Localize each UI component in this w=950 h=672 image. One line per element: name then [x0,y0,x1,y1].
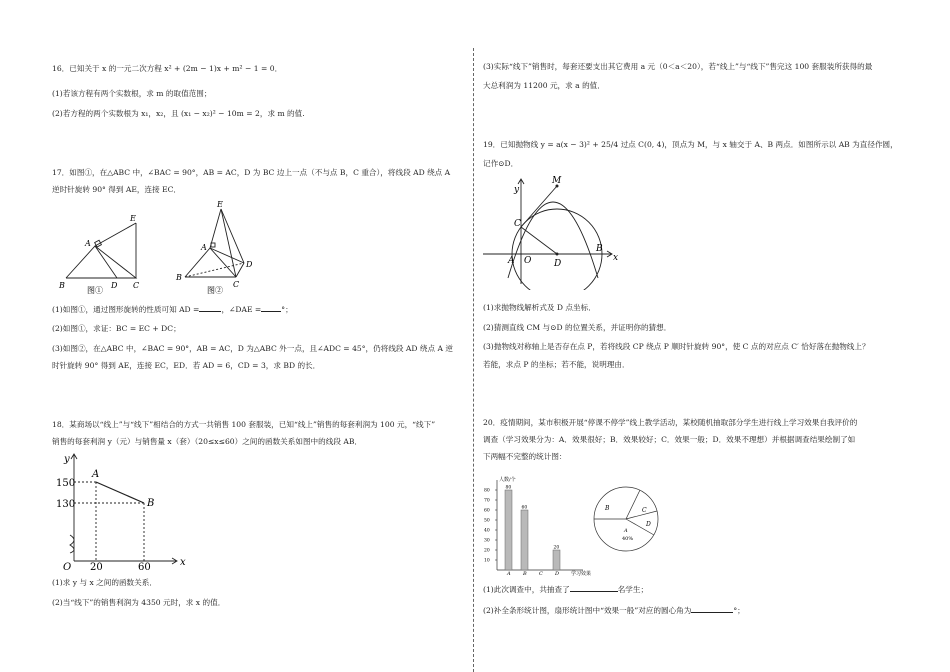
q16-stem: 16．已知关于 x 的一元二次方程 x² + (2m − 1)x + m² − 1 = 0． [52,64,283,73]
pie-label-d: D [646,521,651,528]
fig-label-b: B [596,244,603,254]
q20-part1-text-a: (1)此次调查中，共抽查了 [483,585,570,594]
q19-stem-line1: 19．已知抛物线 y = a(x − 3)² + 25/4 过点 C(0, 4)，顶点为 M，与 x 轴交于 A、B 两点．如图所示以 AB 为直径作圆， [483,140,898,149]
q18-part2: (2)当“线下”的销售利润为 4350 元时，求 x 的值． [52,598,226,607]
bar-category-label-C: C [539,571,543,576]
q17-part1-text-a: (1)如图①，通过图形旋转的性质可知 AD = [52,305,200,314]
pie-divider-bc [626,490,640,519]
q20-pie-chart [591,484,661,554]
fig1-label-d: D [111,281,118,290]
fig1-label-e: E [130,214,136,223]
bar-value-label-B: 60 [521,505,528,511]
q18-stem-line1: 18．某商场以“线上”与“线下”相结合的方式一共销售 100 套服装，已知“线上”销售的每套利润为 100 元，“线下” [52,420,436,429]
q17-stem-line1: 17．如图①，在△ABC 中，∠BAC = 90°，AB = AC，D 为 BC 边上一点（不与点 B，C 重合），将线段 AD 绕点 A [52,168,451,177]
bar-A [505,490,512,570]
segment-ab [96,482,144,503]
q19-part2: (2)猜测直线 CM 与⊙D 的位置关系，并证明你的猜想． [483,323,672,332]
fig-label-o: O [524,256,532,266]
fig1-triangle-abc [66,246,136,278]
q17-part3-line2: 时针旋转 90° 得到 AE，连接 EC，ED．若 AD = 6，CD = 3，求 BD 的长． [52,361,321,370]
graph-x-label: x [180,557,186,568]
bar-category-label-A: A [507,571,511,576]
q20-part2-text-b: °； [733,606,745,615]
pie-label-a-percent: 40% [622,536,634,542]
fig1-caption: 图① [87,286,103,295]
graph-tick-150: 150 [56,478,76,489]
fig1-segment-ae [95,223,136,246]
right-column [483,0,908,672]
bar-value-label-A: 80 [505,485,512,491]
q20-stem-line3: 下两幅不完整的统计图： [483,452,567,461]
q20-blank-total[interactable] [570,591,618,592]
q18-part1: (1)求 y 与 x 之间的函数关系． [52,578,157,587]
graph-point-b: B [147,498,155,509]
q18-part3-line1: (3)实际“线下”销售时，每套还要支出其它费用 a 元（0＜a＜20），若“线上”与“线下”售完这 100 套服装所获得的最 [483,62,873,71]
fig2-segment-ed [221,209,244,263]
q18-part3-line2: 大总利润为 11200 元，求 a 的值． [483,81,605,90]
fig-label-a: A [508,256,515,266]
q17-part1-text-c: °； [281,305,293,314]
column-divider [473,48,474,672]
q17-figure-1 [66,223,136,278]
fig-label-d: D [554,259,562,269]
q19-part3-line1: (3)抛物线对称轴上是否存在点 P，若将线段 CP 绕点 P 顺时针旋转 90°，使 C 点的对应点 C′ 恰好落在抛物线上？ [483,342,870,351]
line-cd [521,227,557,254]
bar-y-tick-label: 70 [484,498,490,504]
q20-part1-text-b: 名学生； [617,585,649,594]
q20-bar-chart [483,472,595,576]
graph-tick-20: 20 [90,562,103,571]
q17-part1-text-b: ，∠DAE = [221,305,262,314]
bar-y-tick-label: 40 [484,528,490,534]
graph-y-label: y [64,454,70,465]
q17-part2: (2)如图①，求证：BC = EC + DC； [52,324,181,333]
q18-graph [56,449,186,571]
q19-stem-line2: 记作⊙D． [483,159,519,168]
fig2-caption: 图② [207,286,223,295]
parabola [508,202,598,278]
graph-tick-60: 60 [138,562,151,571]
bar-y-tick-label: 20 [484,548,490,554]
bar-series [505,485,560,577]
fig2-label-d: D [246,260,253,269]
fig1-label-a: A [85,239,91,248]
q17-figure-2 [185,209,244,277]
q19-part1: (1)求抛物线解析式及 D 点坐标． [483,303,596,312]
pie-label-c: C [642,507,647,514]
fig2-segment-ac [210,248,236,277]
line-cm [521,186,557,227]
bar-x-title: 学习效果 [571,571,592,576]
q17-part3-line1: (3)如图②，在△ABC 中，∠BAC = 90°，AB = AC，D 为△ABC 外一点，且∠ADC = 45°，仍将线段 AD 绕点 A 逆 [52,344,453,353]
q19-part3-line2: 若能，求点 P 的坐标；若不能，说明理由． [483,360,630,369]
fig1-label-c: C [133,281,140,290]
bar-D [553,550,560,570]
fig1-label-b: B [59,281,65,290]
fig2-label-a: A [201,243,207,252]
fig2-segment-cd [236,263,244,277]
fig2-label-c: C [233,280,240,289]
bar-B [521,510,528,570]
fig2-segment-ae [210,209,221,248]
q17-part1 [52,305,293,314]
left-column [52,0,460,672]
q17-stem-line2: 逆时针旋转 90° 得到 AE，连接 EC． [52,185,182,194]
bar-y-tick-label: 50 [484,518,490,524]
graph-point-a: A [92,469,100,480]
bar-y-tick-label: 10 [484,558,490,564]
point-d [556,253,559,256]
q20-part1 [483,585,648,594]
q20-part2 [483,606,745,615]
q17-blank-dae[interactable] [261,311,281,312]
bar-category-label-D: D [555,571,560,576]
fig2-label-e: E [217,200,223,209]
q16-part1: (1)若该方程有两个实数根，求 m 的取值范围； [52,89,212,98]
bar-y-title: 人数/个 [499,477,516,483]
q20-part2-text-a: (2)补全条形统计图，扇形统计图中“效果一般”对应的圆心角为 [483,606,692,615]
q18-stem-line2: 销售的每套利润 y（元）与销售量 x（套）（20≤x≤60）之间的函数关系如图中的线段 AB． [52,437,363,446]
fig-label-c: C [514,219,521,229]
q17-figures [56,196,286,298]
q19-figure [483,172,623,290]
bar-y-tick-label: 60 [484,508,490,514]
fig2-segment-ba [185,248,210,277]
q20-blank-angle[interactable] [691,612,733,613]
fig-label-m: M [552,176,562,186]
graph-tick-130: 130 [56,499,76,510]
graph-origin-label: O [63,562,72,571]
q20-stem-line1: 20．疫情期间，某市积极开展“停课不停学”线上教学活动，某校随机抽取部分学生进行线上学习效果自我评价的 [483,418,858,427]
q20-stem-line2: 调查（学习效果分为：A．效果很好；B．效果较好；C．效果一般；D．效果不理想）并根据调查结果绘制了如 [483,435,856,444]
fig1-segment-ad [95,246,117,278]
bar-y-ticks [484,488,497,564]
pie-label-a: A [624,528,628,534]
q16-part2: (2)若方程的两个实数根为 x₁，x₂，且 (x₁ − x₂)² − 10m = 2，求 m 的值. [52,109,305,118]
pie-label-b: B [605,505,610,512]
bar-y-tick-label: 80 [484,488,490,494]
q17-blank-ad[interactable] [199,311,221,312]
bar-y-tick-label: 30 [484,538,490,544]
fig-x-label: x [613,253,619,263]
bar-value-label-D: 20 [553,545,560,551]
bar-category-label-B: B [523,571,527,576]
y-axis-break [70,535,74,553]
fig-y-label: y [514,185,520,195]
fig2-label-b: B [176,273,182,282]
